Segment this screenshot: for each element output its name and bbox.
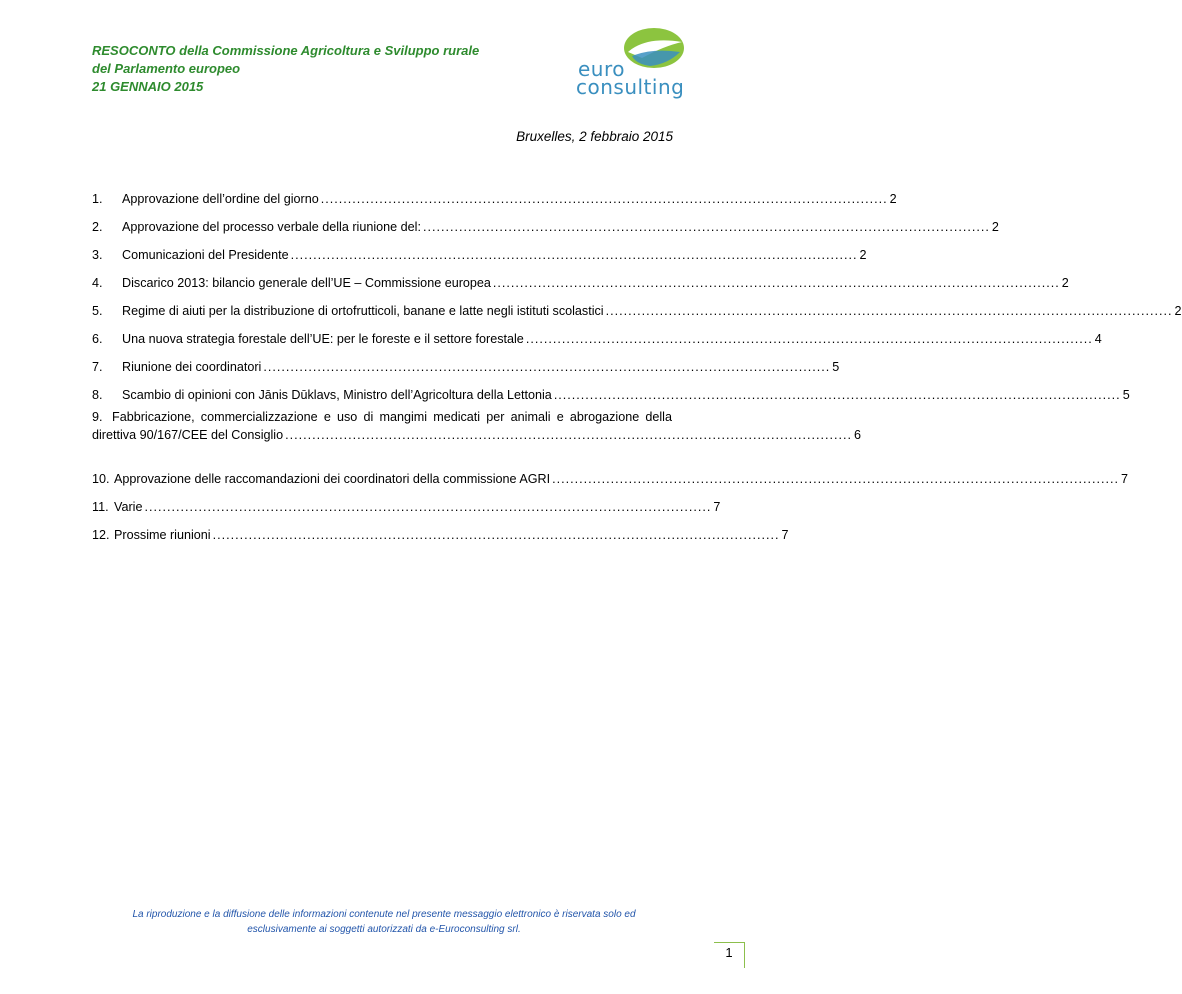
toc-item-2[interactable]	[92, 216, 999, 234]
toc-page: 5	[1122, 388, 1130, 402]
toc-title: Discarico 2013: bilancio generale dell’UE – Commissione europea	[122, 276, 491, 290]
page-number-border	[744, 942, 745, 968]
footer-line-2: esclusivamente ai soggetti autorizzati da e-Euroconsulting srl.	[247, 924, 521, 935]
toc-title: Approvazione dell’ordine del giorno	[122, 192, 319, 206]
toc-item-9[interactable]	[92, 408, 862, 444]
toc-leader: ..............................................................................................................................	[263, 360, 831, 374]
toc-leader: ..............................................................................................................................	[605, 304, 1173, 318]
toc-leader: ..............................................................................................................................	[285, 428, 852, 442]
toc-page: 2	[1061, 276, 1069, 290]
toc-page: 5	[832, 360, 840, 374]
toc-page: 2	[889, 192, 897, 206]
toc-page: 7	[1121, 472, 1129, 486]
toc-leader: ..............................................................................................................................	[320, 192, 888, 206]
toc-item-11[interactable]	[92, 496, 721, 514]
toc-item-4[interactable]	[92, 272, 1069, 290]
toc-item-8[interactable]	[92, 384, 1130, 402]
toc-title: Comunicazioni del Presidente	[122, 248, 289, 262]
toc-page: 4	[1094, 332, 1102, 346]
euroconsulting-logo	[572, 26, 702, 108]
toc-item-3[interactable]	[92, 244, 867, 262]
header-line-3: 21 GENNAIO 2015	[92, 79, 204, 94]
toc-title: Scambio di opinioni con Jānis Dūklavs, Ministro dell’Agricoltura della Lettonia	[122, 388, 552, 402]
toc-number: 4.	[92, 276, 103, 290]
toc-title: Prossime riunioni	[114, 528, 211, 542]
toc-title: Una nuova strategia forestale dell’UE: per le foreste e il settore forestale	[122, 332, 524, 346]
logo-text-euro: euro	[578, 57, 625, 81]
toc-leader: ..............................................................................................................................	[492, 276, 1060, 290]
toc-item-7[interactable]	[92, 356, 840, 374]
toc-title: Varie	[114, 500, 143, 514]
logo-text-consulting: consulting	[576, 75, 685, 99]
footer-line-1: La riproduzione e la diffusione delle informazioni contenute nel presente messaggio elettronico è riservata solo ed	[132, 909, 636, 920]
toc-number: 12.	[92, 528, 110, 542]
toc-leader: ..............................................................................................................................	[212, 528, 780, 542]
toc-number: 3.	[92, 248, 103, 262]
toc-leader: ..............................................................................................................................	[290, 248, 858, 262]
toc-page: 2	[991, 220, 999, 234]
page-number: 1	[714, 942, 744, 963]
toc-number: 9.	[92, 410, 103, 424]
toc-number: 8.	[92, 388, 103, 402]
toc-number: 10.	[92, 472, 110, 486]
toc-item-10[interactable]	[92, 468, 1129, 486]
toc-number: 7.	[92, 360, 103, 374]
toc-title: Approvazione delle raccomandazioni dei coordinatori della commissione AGRI	[114, 472, 551, 486]
toc-title: Regime di aiuti per la distribuzione di ortofrutticoli, banane e latte negli istituti scolastici	[122, 304, 604, 318]
document-header	[92, 42, 512, 96]
confidentiality-footer	[100, 907, 668, 937]
document-date: Bruxelles, 2 febbraio 2015	[516, 129, 673, 144]
toc-page: 7	[713, 500, 721, 514]
toc-leader: ..............................................................................................................................	[552, 472, 1119, 486]
toc-leader: ..............................................................................................................................	[553, 388, 1121, 402]
toc-item-12[interactable]	[92, 524, 789, 542]
toc-number: 1.	[92, 192, 103, 206]
toc-page: 7	[781, 528, 789, 542]
toc-page: 6	[854, 428, 862, 442]
toc-title-continued: direttiva 90/167/CEE del Consiglio	[92, 428, 284, 442]
header-line-1: RESOCONTO della Commissione Agricoltura e Sviluppo rurale	[92, 43, 480, 58]
toc-page: 2	[1174, 304, 1182, 318]
toc-title: Riunione dei coordinatori	[122, 360, 262, 374]
toc-item-6[interactable]	[92, 328, 1102, 346]
toc-number: 2.	[92, 220, 103, 234]
toc-title: Approvazione del processo verbale della riunione del:	[122, 220, 421, 234]
toc-number: 6.	[92, 332, 103, 346]
toc-number: 5.	[92, 304, 103, 318]
header-line-2: del Parlamento europeo	[92, 61, 241, 76]
toc-leader: ..............................................................................................................................	[422, 220, 990, 234]
toc-item-5[interactable]	[92, 300, 1182, 318]
toc-page: 2	[859, 248, 867, 262]
toc-leader: ..............................................................................................................................	[525, 332, 1093, 346]
toc-item-1[interactable]	[92, 188, 897, 206]
toc-number: 11.	[92, 500, 109, 514]
toc-leader: ..............................................................................................................................	[144, 500, 712, 514]
toc-title: Fabbricazione, commercializzazione e uso di mangimi medicati per animali e abrogazione della	[112, 410, 672, 424]
